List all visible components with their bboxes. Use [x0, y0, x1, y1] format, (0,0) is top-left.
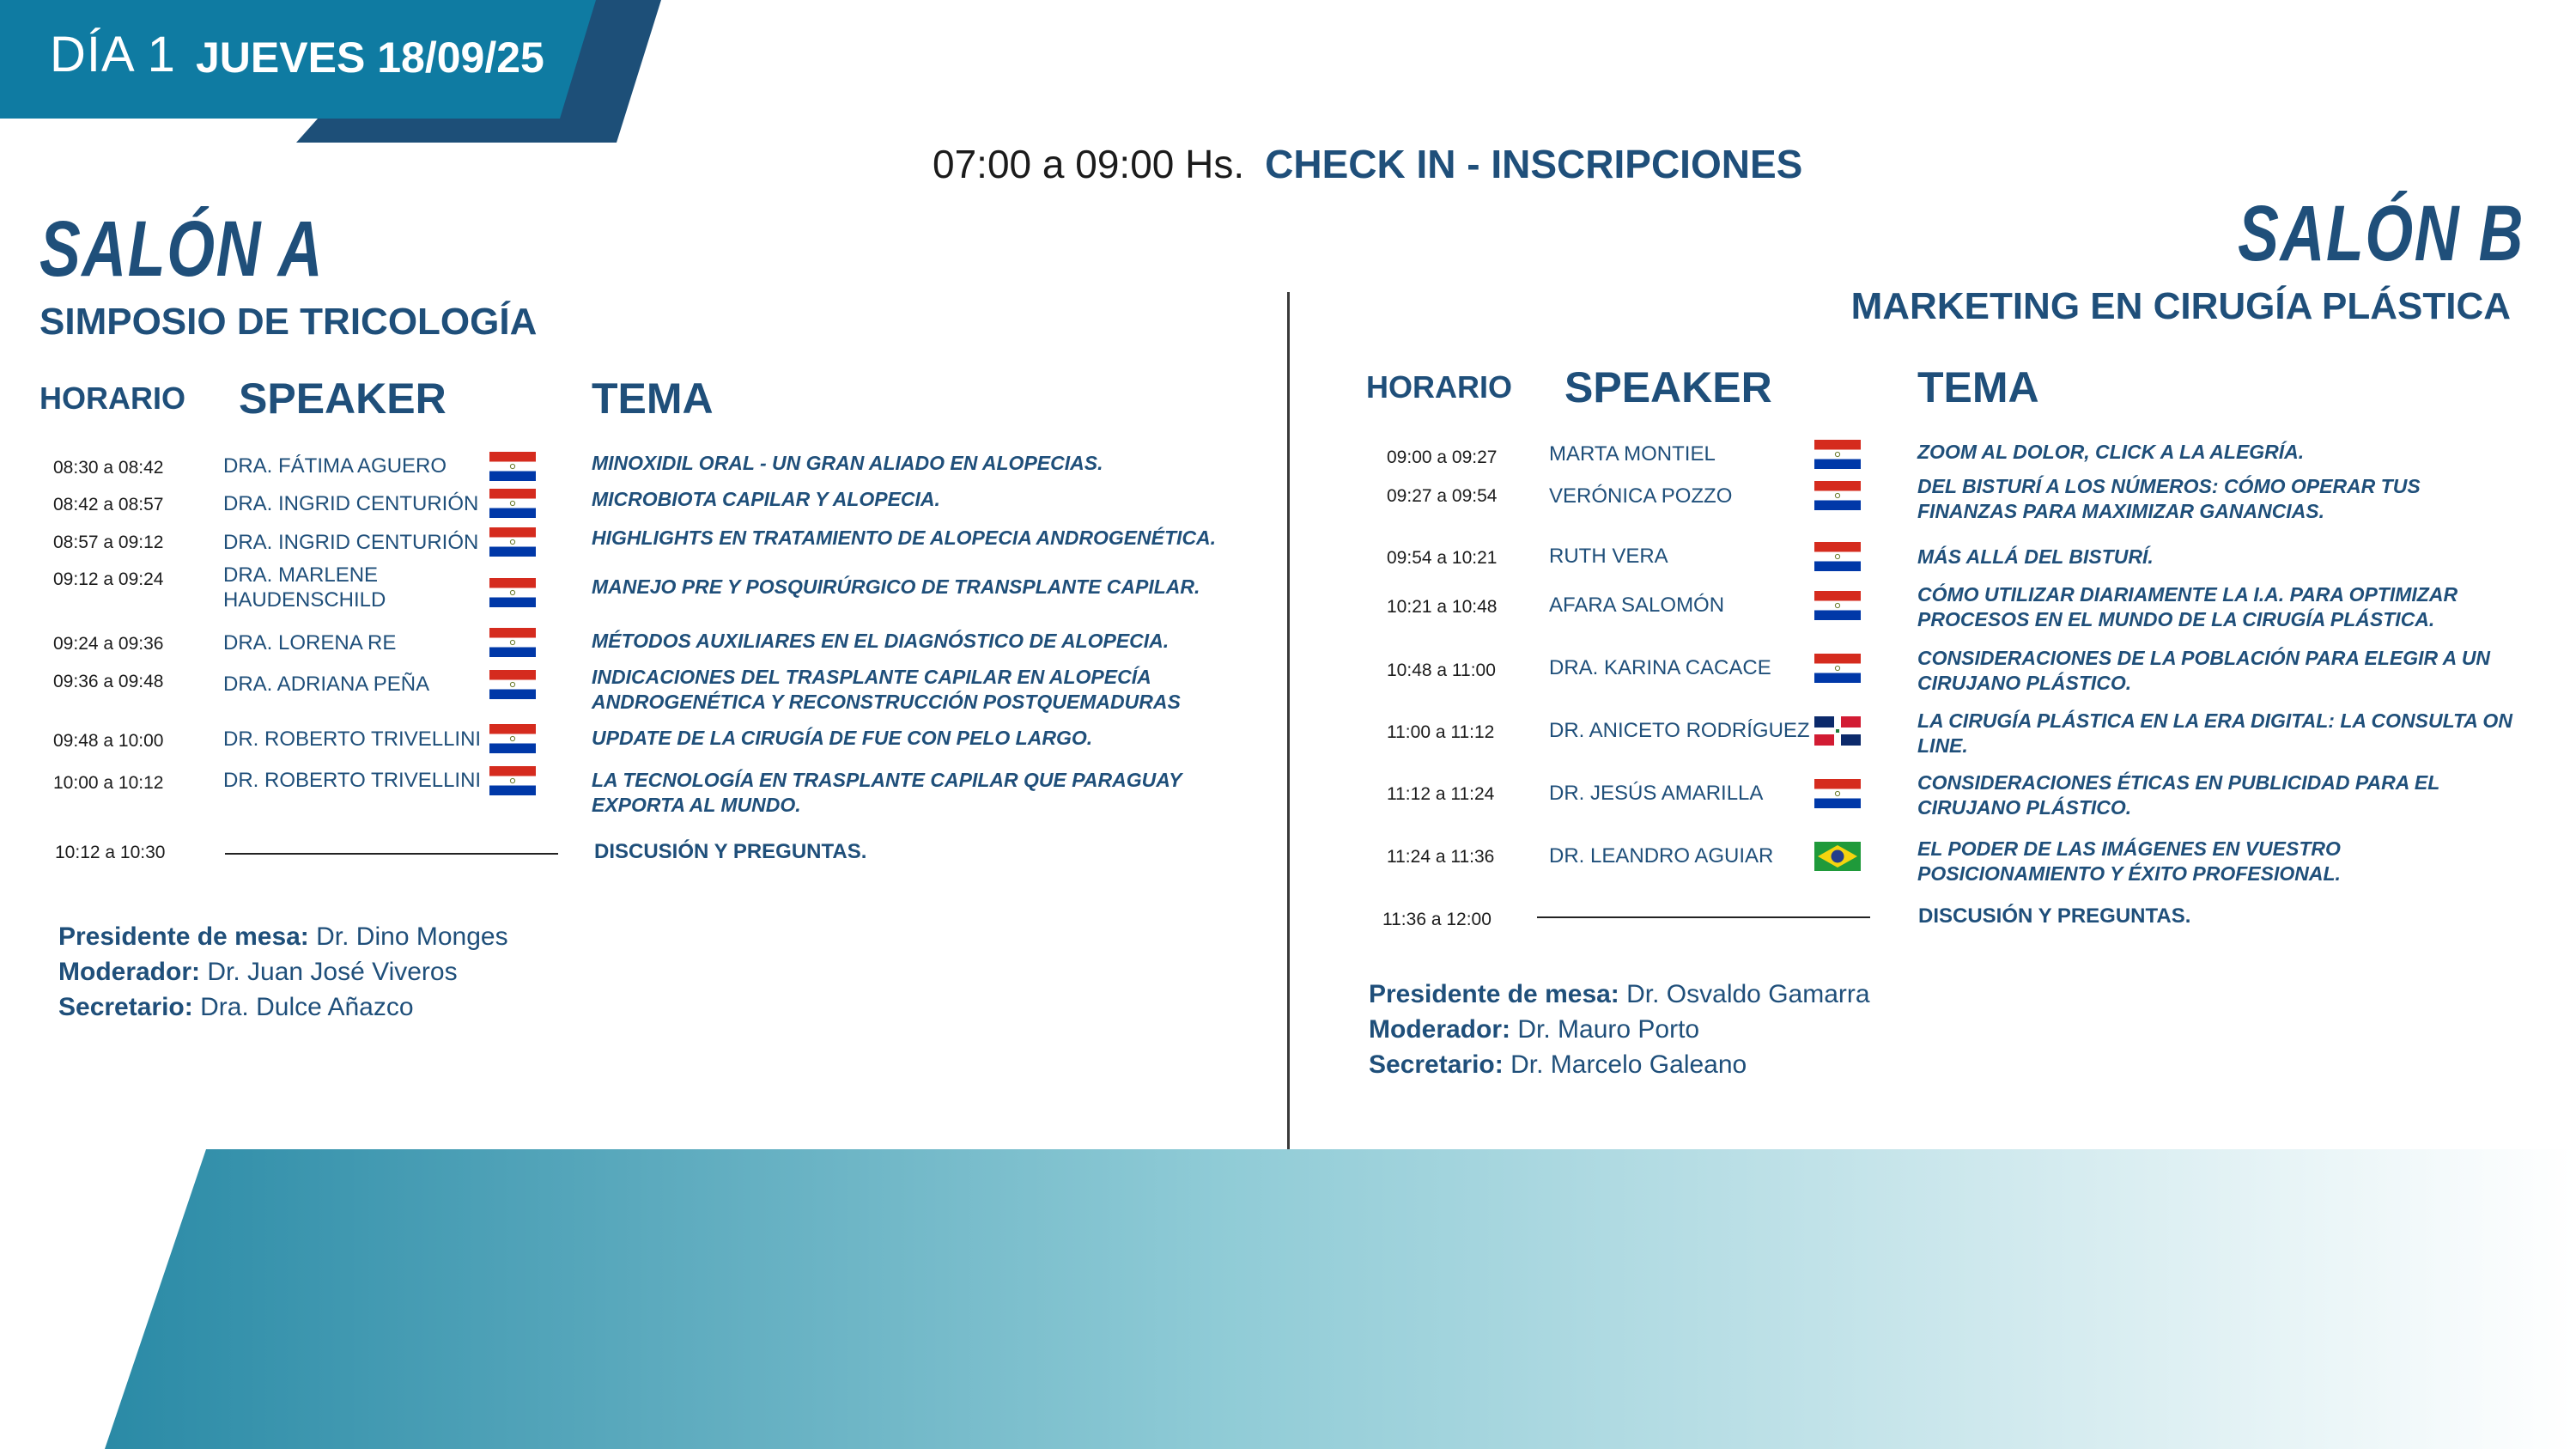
paraguay-flag-icon [1814, 440, 1861, 469]
salon-a-subtitle: SIMPOSIO DE TRICOLOGÍA [39, 301, 538, 343]
session-time: 09:00 a 09:27 [1387, 447, 1498, 467]
paraguay-flag-icon [489, 628, 536, 657]
salon-b-speaker-header: SPEAKER [1564, 363, 1772, 411]
paraguay-flag-icon [1814, 481, 1861, 510]
session-time: 10:48 a 11:00 [1387, 661, 1496, 680]
paraguay-flag-icon [489, 670, 536, 699]
salon-a-title: SALÓN A [39, 205, 325, 293]
session-time: 09:36 a 09:48 [53, 672, 164, 691]
session-speaker: MARTA MONTIEL [1549, 442, 1716, 466]
paraguay-flag-icon [489, 724, 536, 753]
session-topic: HIGHLIGHTS EN TRATAMIENTO DE ALOPECIA ANDROGENÉTICA. [592, 527, 1217, 549]
session-topic: EL PODER DE LAS IMÁGENES EN VUESTRO POSICIONAMIENTO Y ÉXITO PROFESIONAL. [1917, 837, 2341, 885]
session-topic: MINOXIDIL ORAL - UN GRAN ALIADO EN ALOPECIAS. [592, 452, 1103, 474]
salon-a-horario-header: HORARIO [39, 381, 185, 416]
salon-b-credits [1369, 977, 1870, 1082]
session-time: 11:24 a 11:36 [1387, 847, 1495, 867]
event-date: JUEVES 18/09/25 [196, 33, 544, 82]
session-time: 10:00 a 10:12 [53, 773, 164, 793]
session-time: 09:12 a 09:24 [53, 569, 164, 589]
salon-b-subtitle: MARKETING EN CIRUGÍA PLÁSTICA [1850, 285, 2511, 327]
session-time: 11:00 a 11:12 [1387, 722, 1495, 742]
session-time: 09:54 a 10:21 [1387, 548, 1498, 568]
session-topic: MÉTODOS AUXILIARES EN EL DIAGNÓSTICO DE ALOPECIA. [592, 630, 1170, 652]
salon-b-president: Presidente de mesa: Dr. Osvaldo Gamarra [1369, 980, 1870, 1008]
session-topic: UPDATE DE LA CIRUGÍA DE FUE CON PELO LARGO. [592, 727, 1093, 749]
session-speaker: DR. JESÚS AMARILLA [1549, 782, 1764, 805]
session-topic: CÓMO UTILIZAR DIARIAMENTE LA I.A. PARA OPTIMIZAR PROCESOS EN EL MUNDO DE LA CIRUGÍA PLÁSTICA. [1917, 583, 2458, 630]
session-topic: ZOOM AL DOLOR, CLICK A LA ALEGRÍA. [1917, 441, 2305, 463]
paraguay-flag-icon [489, 578, 536, 607]
salon-a-speaker-header: SPEAKER [239, 374, 447, 423]
salon-a-secretary: Secretario: Dra. Dulce Añazco [58, 993, 414, 1021]
session-time: 08:57 a 09:12 [53, 533, 164, 552]
session-topic: INDICACIONES DEL TRASPLANTE CAPILAR EN ALOPECÍA ANDROGENÉTICA Y RECONSTRUCCIÓN POSTQUEMADURAS [592, 666, 1181, 713]
session-time: 08:42 a 08:57 [53, 495, 164, 514]
session-time: 10:21 a 10:48 [1387, 597, 1498, 617]
checkin-time: 07:00 a 09:00 Hs. [933, 142, 1245, 186]
session-speaker: DR. ROBERTO TRIVELLINI [223, 728, 482, 751]
salon-a-credits [58, 919, 508, 1025]
session-speaker: DR. ROBERTO TRIVELLINI [223, 769, 482, 792]
session-speaker: DRA. ADRIANA PEÑA [223, 673, 430, 696]
salon-divider [1287, 292, 1290, 1149]
session-time: 09:48 a 10:00 [53, 731, 164, 751]
session-time: 08:30 a 08:42 [53, 458, 164, 478]
session-speaker: DRA. KARINA CACACE [1549, 656, 1771, 679]
session-speaker: DRA. LORENA RE [223, 631, 397, 654]
paraguay-flag-icon [1814, 591, 1861, 620]
salon-b-moderator: Moderador: Dr. Mauro Porto [1369, 1015, 1700, 1044]
paraguay-flag-icon [489, 452, 536, 481]
paraguay-flag-icon [1814, 779, 1861, 808]
salon-a-president: Presidente de mesa: Dr. Dino Monges [58, 922, 508, 951]
day-number: DÍA 1 [50, 27, 176, 82]
session-speaker: DRA. INGRID CENTURIÓN [223, 531, 479, 554]
salon-b-secretary: Secretario: Dr. Marcelo Galeano [1369, 1050, 1747, 1079]
checkin-line [933, 141, 1802, 187]
paraguay-flag-icon [1814, 654, 1861, 683]
paraguay-flag-icon [489, 489, 536, 518]
paraguay-flag-icon [1814, 542, 1861, 571]
paraguay-flag-icon [489, 527, 536, 557]
session-speaker: DR. ANICETO RODRÍGUEZ [1549, 719, 1810, 742]
session-topic: CONSIDERACIONES ÉTICAS EN PUBLICIDAD PARA EL CIRUJANO PLÁSTICO. [1917, 771, 2439, 819]
paraguay-flag-icon [489, 766, 536, 795]
session-time: 09:24 a 09:36 [53, 634, 164, 654]
session-speaker: RUTH VERA [1549, 545, 1668, 568]
salon-b-discussion-time: 11:36 a 12:00 [1382, 910, 1492, 929]
session-topic: LA CIRUGÍA PLÁSTICA EN LA ERA DIGITAL: LA CONSULTA ON LINE. [1917, 709, 2512, 757]
salon-b-discussion-label: DISCUSIÓN Y PREGUNTAS. [1918, 904, 2191, 928]
brazil-flag-icon [1814, 842, 1861, 871]
salon-b-horario-header: HORARIO [1366, 369, 1512, 405]
session-time: 09:27 a 09:54 [1387, 486, 1498, 506]
session-topic: MICROBIOTA CAPILAR Y ALOPECIA. [592, 488, 940, 510]
session-topic: CONSIDERACIONES DE LA POBLACIÓN PARA ELEGIR A UN CIRUJANO PLÁSTICO. [1917, 647, 2491, 694]
session-speaker: DRA. MARLENE HAUDENSCHILD [223, 563, 386, 612]
dominican-republic-flag-icon [1814, 716, 1861, 746]
salon-b-tema-header: TEMA [1917, 363, 2039, 411]
session-topic: DEL BISTURÍ A LOS NÚMEROS: CÓMO OPERAR TUS FINANZAS PARA MAXIMIZAR GANANCIAS. [1917, 475, 2421, 522]
session-speaker: DRA. FÁTIMA AGUERO [223, 454, 447, 478]
salon-a-discussion-label: DISCUSIÓN Y PREGUNTAS. [594, 840, 867, 863]
session-speaker: DR. LEANDRO AGUIAR [1549, 844, 1774, 868]
salon-a-discussion-rule [225, 853, 558, 855]
session-speaker: VERÓNICA POZZO [1549, 484, 1733, 508]
salon-a-discussion-time: 10:12 a 10:30 [55, 843, 166, 862]
session-topic: LA TECNOLOGÍA EN TRASPLANTE CAPILAR QUE PARAGUAY EXPORTA AL MUNDO. [592, 769, 1182, 816]
session-speaker: DRA. INGRID CENTURIÓN [223, 492, 479, 515]
session-time: 11:12 a 11:24 [1387, 784, 1495, 804]
salon-b-title: SALÓN B [2238, 190, 2524, 277]
session-topic: MÁS ALLÁ DEL BISTURÍ. [1917, 545, 2154, 568]
salon-a-tema-header: TEMA [592, 374, 714, 423]
salon-b-discussion-rule [1537, 916, 1870, 918]
session-topic: MANEJO PRE Y POSQUIRÚRGICO DE TRANSPLANTE CAPILAR. [592, 575, 1200, 598]
session-speaker: AFARA SALOMÓN [1549, 594, 1725, 617]
checkin-label: CHECK IN - INSCRIPCIONES [1265, 142, 1803, 186]
salon-a-moderator: Moderador: Dr. Juan José Viveros [58, 958, 458, 986]
bottom-decorative-band [0, 1149, 2576, 1449]
